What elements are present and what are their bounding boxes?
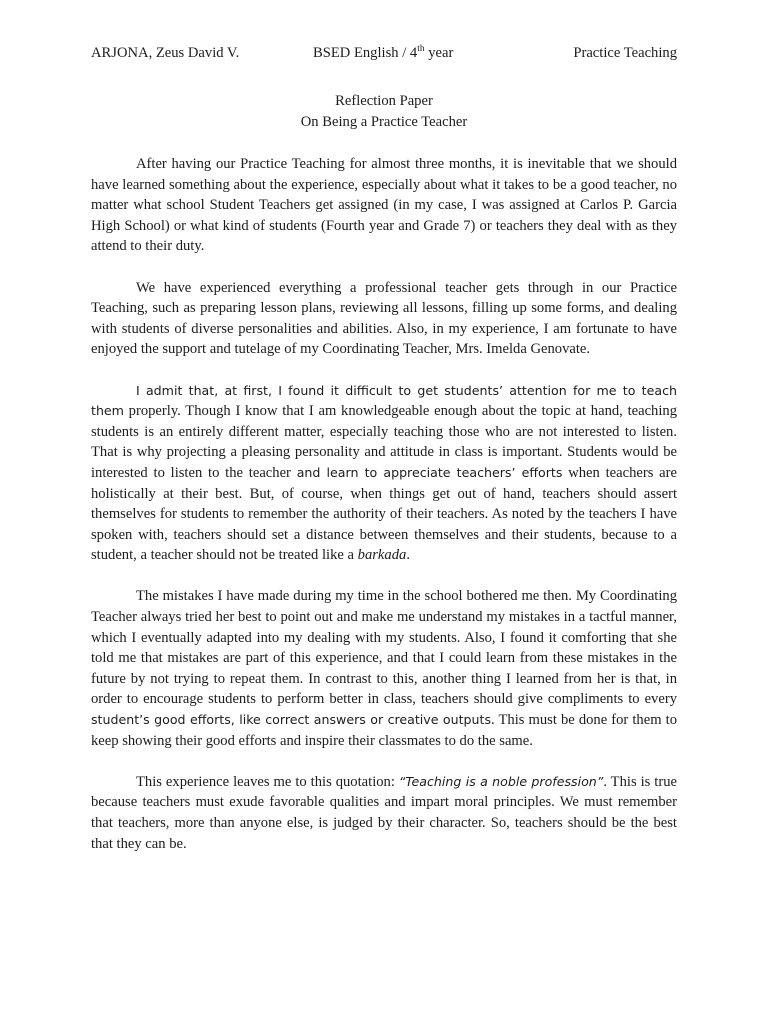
course-ordinal: th — [417, 44, 425, 54]
paragraph-5-text: This experience leaves me to this quotation: — [136, 773, 399, 790]
barkada-term: barkada — [357, 547, 407, 564]
quotation: “Teaching is a noble profession” — [398, 773, 604, 789]
paragraph-5-text-2: . This is true because teachers must exude favorable qualities and impart moral principles. We must remember that teachers, more than anyone else, is judged by their character. So, teachers should be the best that they can be. — [91, 773, 677, 852]
subject-label: Practice Teaching — [573, 45, 677, 61]
course-suffix: year — [424, 45, 454, 61]
paragraph-4-text-2: . This must be done for them to keep showing their good efforts and inspire their classmates to do the same. — [91, 712, 677, 749]
paper-title — [91, 91, 677, 133]
paragraph-3-alt-phrase: and learn to appreciate teachers’ efforts — [296, 464, 563, 480]
paragraph-4 — [91, 586, 677, 751]
paragraph-3 — [91, 381, 677, 566]
course-year — [313, 42, 453, 64]
paragraph-1: After having our Practice Teaching for almost three months, it is inevitable that we should have learned something about the experience, especially about what it takes to be a good teacher, no matter what school Student Teachers get assigned (in my case, I was assigned at Carlos P. Garcia High School) or what kind of students (Fourth year and Grade 7) or teachers they deal with as they attend to their duty. — [91, 156, 677, 255]
paragraph-3-opening: I admit that, at first, I found it difficult to get students’ attention for me to teach them — [91, 382, 677, 419]
student-name: ARJONA, Zeus David V. — [91, 45, 240, 61]
title-line-2: On Being a Practice Teacher — [300, 114, 468, 130]
paragraph-4-text: The mistakes I have made during my time in the school bothered me then. My Coordinating Teacher always tried her best to point out and make me understand my mistakes in a tactful manner, which I eventually adapted into my dealing with my students. Also, I found it comforting that she told me that mistakes are part of this experience, and that I could learn from these mistakes in the future by not trying to repeat them. In contrast to this, another thing I learned from her is that, in order to encourage students to perform better in class, teachers should give compliments to every — [91, 588, 677, 708]
paragraph-4-alt-phrase: student’s good efforts, like correct answers or creative outputs — [91, 712, 492, 728]
paragraph-3-end: . — [406, 547, 410, 564]
course-prefix: BSED English / 4 — [313, 45, 418, 61]
paper-body — [91, 154, 677, 875]
title-line-1: Reflection Paper — [335, 93, 433, 109]
paragraph-3-text: properly. Though I know that I am knowledgeable enough about the topic at hand, teaching students is an entirely different matter, especially teaching those who are not interested to listen. That is why projecting a pleasing personality and attitude in class is important. Students would be interested to listen to the teacher — [91, 403, 677, 481]
page-header — [91, 42, 677, 64]
paragraph-5 — [91, 772, 677, 854]
paragraph-2: We have experienced everything a professional teacher gets through in our Practice Teaching, such as preparing lesson plans, reviewing all lessons, filling up some forms, and dealing with students of diverse personalities and abilities. Also, in my experience, I am fortunate to have enjoyed the support and tutelage of my Coordinating Teacher, Mrs. Imelda Genovate. — [91, 279, 677, 358]
paragraph-3-text-2: when teachers are holistically at their best. But, of course, when things get out of hand, teachers should assert themselves for students to remember the authority of their teachers. As noted by the teachers I have spoken with, teachers should set a distance between themselves and their students, because to a student, a teacher should not be treated like a — [91, 464, 677, 564]
